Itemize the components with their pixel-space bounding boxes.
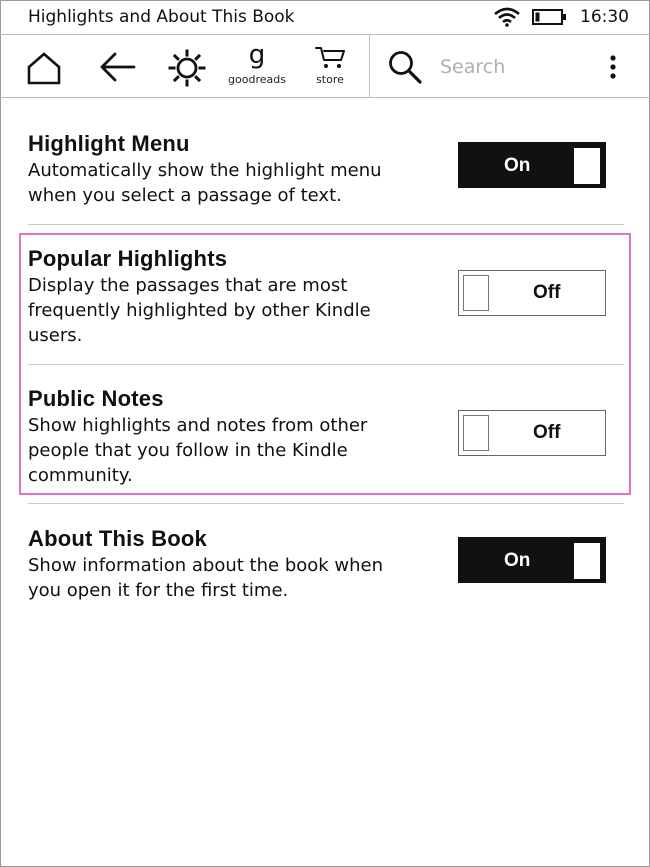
more-vertical-icon (609, 55, 617, 79)
battery-icon (532, 9, 568, 25)
setting-title: Popular Highlights (28, 246, 228, 271)
description-line: when you select a passage of text. (28, 185, 342, 206)
description-line: Display the passages that are most (28, 275, 348, 296)
description-line: Show highlights and notes from other (28, 415, 368, 436)
toggle-state-label: On (504, 155, 531, 176)
goodreads-icon: g (248, 40, 266, 70)
toggle-knob (463, 275, 489, 311)
divider (28, 503, 624, 504)
description-line: people that you follow in the Kindle (28, 440, 348, 461)
description-line: you open it for the first time. (28, 580, 289, 601)
toolbar (0, 34, 650, 98)
goodreads-label: goodreads (228, 73, 286, 86)
search-icon (388, 50, 422, 84)
setting-description (28, 553, 428, 603)
toggle-state-label: Off (533, 282, 561, 303)
about-this-book-toggle[interactable] (458, 537, 606, 583)
goodreads-button[interactable] (222, 35, 292, 97)
status-bar (0, 0, 650, 34)
search-area[interactable] (370, 35, 590, 97)
setting-title: About This Book (28, 526, 207, 551)
description-line: community. (28, 465, 133, 486)
cart-icon (315, 45, 347, 71)
home-icon (26, 51, 62, 85)
store-button[interactable] (298, 35, 362, 97)
highlight-menu-toggle[interactable] (458, 142, 606, 188)
divider (28, 224, 624, 225)
description-line: Show information about the book when (28, 555, 384, 576)
menu-button[interactable] (596, 35, 632, 97)
home-button[interactable] (12, 35, 76, 97)
toggle-knob (574, 148, 600, 184)
back-button[interactable] (84, 35, 148, 97)
popular-highlights-toggle[interactable] (458, 270, 606, 316)
brightness-icon (168, 49, 206, 87)
description-line: users. (28, 325, 83, 346)
store-label: store (316, 73, 344, 86)
setting-description (28, 413, 428, 488)
search-input[interactable] (440, 53, 580, 81)
toggle-knob (574, 543, 600, 579)
setting-description (28, 273, 428, 348)
setting-title: Public Notes (28, 386, 164, 411)
window-title: Highlights and About This Book (28, 7, 295, 27)
setting-title: Highlight Menu (28, 131, 190, 156)
description-line: frequently highlighted by other Kindle (28, 300, 371, 321)
toggle-state-label: On (504, 550, 531, 571)
description-line: Automatically show the highlight menu (28, 160, 382, 181)
toggle-state-label: Off (533, 422, 561, 443)
clock: 16:30 (580, 7, 629, 27)
divider (28, 364, 624, 365)
wifi-icon (494, 7, 520, 27)
brightness-button[interactable] (154, 35, 218, 97)
public-notes-toggle[interactable] (458, 410, 606, 456)
back-icon (98, 51, 136, 83)
toggle-knob (463, 415, 489, 451)
setting-description (28, 158, 428, 208)
